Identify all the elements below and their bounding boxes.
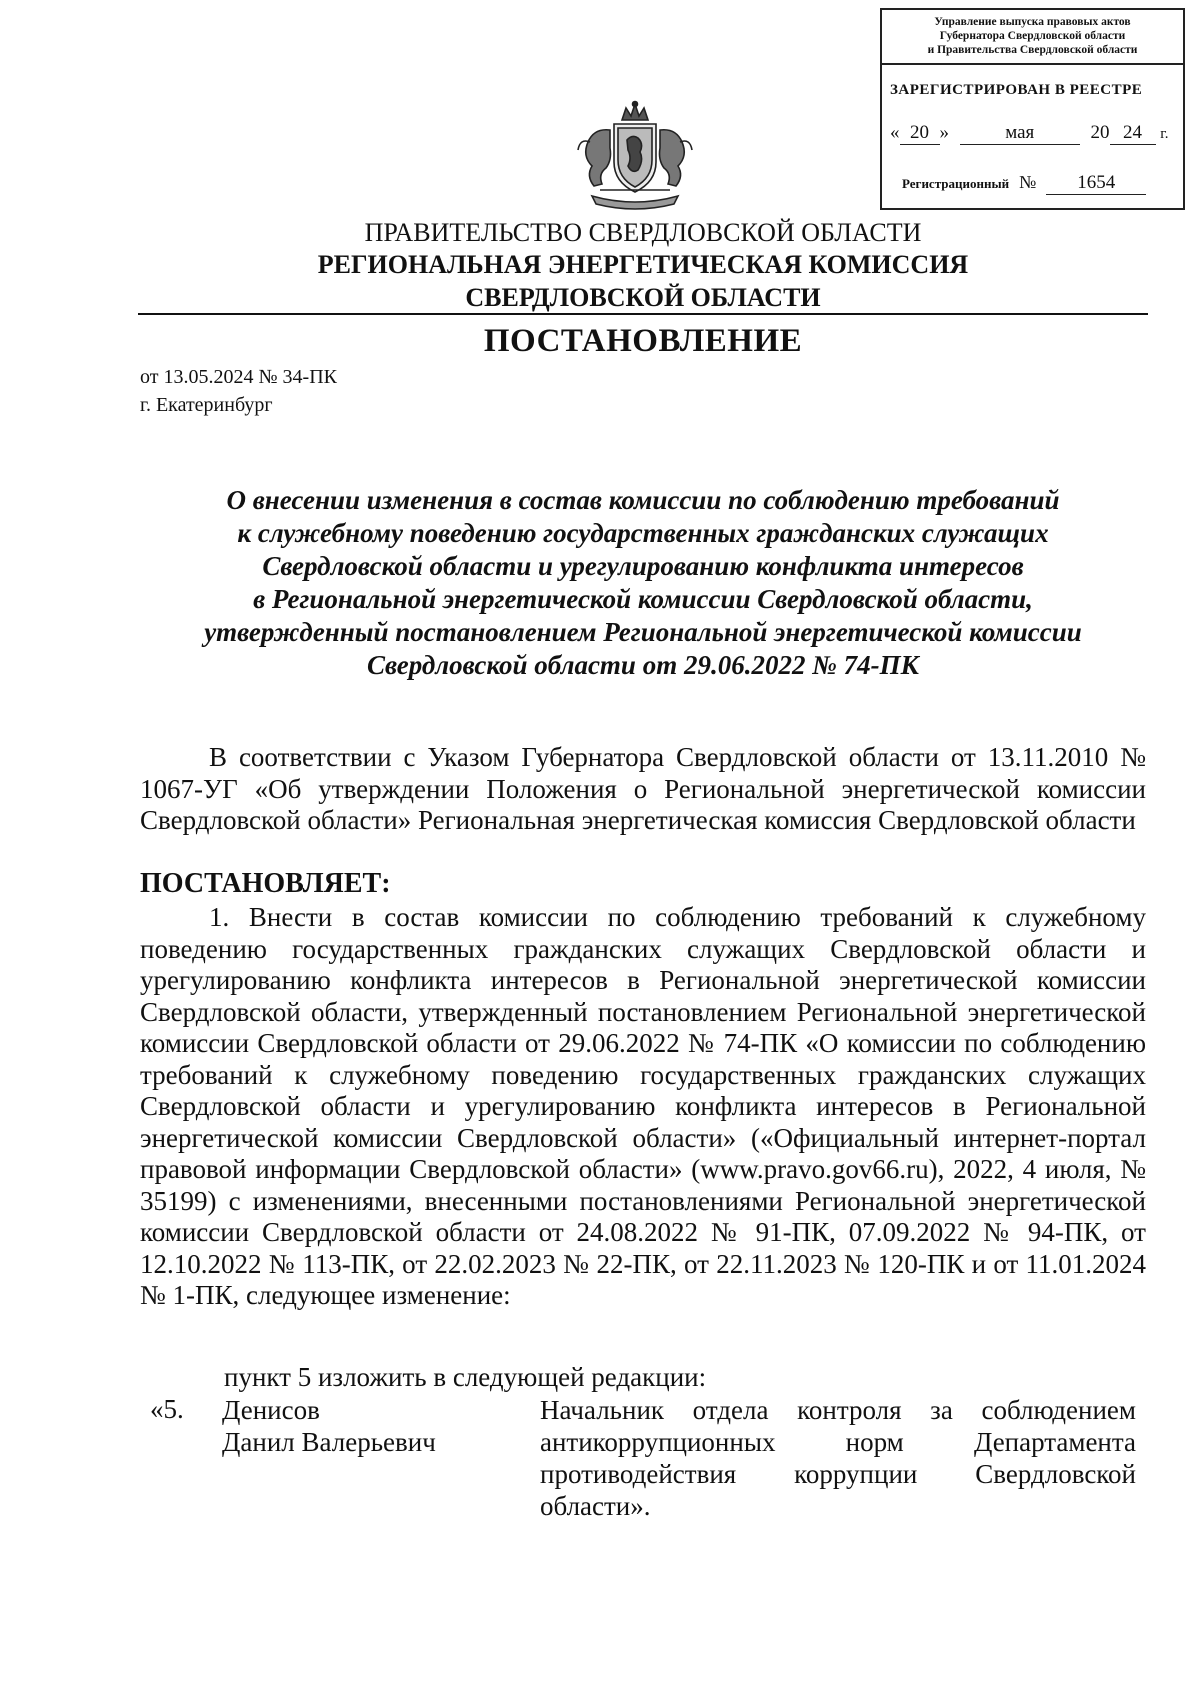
stamp-regno-sign: №: [1019, 172, 1037, 192]
government-title: ПРАВИТЕЛЬСТВО СВЕРДЛОВСКОЙ ОБЛАСТИ: [364, 218, 922, 247]
stamp-quote-close: »: [939, 122, 949, 143]
stamp-quote-open: «: [890, 122, 900, 143]
registration-stamp: [880, 8, 1185, 210]
header-divider: [138, 313, 1148, 315]
instruction-line: пункт 5 изложить в следующей редакции:: [224, 1362, 707, 1392]
stamp-year-prefix: 20: [1090, 122, 1110, 143]
stamp-office-line: Губернатора Свердловской области: [939, 30, 1126, 42]
stamp-year-mark: г.: [1160, 126, 1169, 142]
commission-title-line2: СВЕРДЛОВСКОЙ ОБЛАСТИ: [465, 283, 821, 312]
stamp-registered-label: ЗАРЕГИСТРИРОВАН В РЕЕСТРЕ: [890, 82, 1143, 98]
document-date-number: от 13.05.2024 № 34-ПК: [140, 366, 338, 388]
title-line: утвержденный постановлением Региональной энергетической комиссии: [204, 617, 1082, 647]
document-city: г. Екатеринбург: [140, 394, 273, 416]
document-type: ПОСТАНОВЛЕНИЕ: [483, 323, 803, 359]
stamp-date: [890, 122, 1168, 145]
preamble-paragraph: В соответствии с Указом Губернатора Свердловской области от 13.11.2010 № 1067-УГ «Об утверждении Положения о Региональной энергетической комиссии Свердловской области» Региональная энергетическая комиссия Свердловской области: [140, 742, 1146, 835]
title-line: Свердловской области от 29.06.2022 № 74-ПК: [367, 650, 919, 680]
document-title: [138, 484, 1148, 682]
stamp-day: 20: [900, 122, 940, 145]
stamp-regno-label: Регистрационный: [902, 176, 1010, 191]
title-line: к служебному поведению государственных гражданских служащих: [237, 518, 1049, 548]
stamp-office-line: и Правительства Свердловской области: [927, 44, 1138, 56]
member-given-names: Данил Валерьевич: [222, 1427, 436, 1457]
title-line: О внесении изменения в состав комиссии по соблюдению требований: [226, 485, 1060, 515]
title-line: Свердловской области и урегулированию конфликта интересов: [262, 551, 1024, 581]
member-item-number: «5.: [150, 1394, 184, 1424]
stamp-month: мая: [960, 122, 1080, 145]
item-1-paragraph: 1. Внести в состав комиссии по соблюдению требований к служебному поведению государственных гражданских служащих Свердловской области и урегулированию конфликта интересов в Региональной энергетической комиссии Свердловской области, утвержденный постановлением Региональной энергетической комиссии Свердловской области от 29.06.2022 № 74-ПК «О комиссии по соблюдению требований к служебному поведению государственных гражданских служащих Свердловской области и урегулированию конфликта интересов в Региональной энергетической комиссии Свердловской области» («Официальный интернет-портал правовой информации Свердловской области» (www.pravo.gov66.ru), 2022, 4 июля, № 35199) с изменениями, внесенными постановлениями Региональной энергетической комиссии Свердловской области от 24.08.2022 № 91-ПК, 07.09.2022 № 94-ПК, от 12.10.2022 № 113-ПК, от 22.02.2023 № 22-ПК, от 22.11.2023 № 120-ПК и от 11.01.2024 № 1-ПК, следующее изменение:: [140, 902, 1146, 1310]
member-name: [222, 1394, 436, 1458]
coat-of-arms-icon: [570, 100, 700, 212]
member-surname: Денисов: [222, 1395, 320, 1425]
title-line: в Региональной энергетической комиссии Свердловской области,: [253, 584, 1033, 614]
stamp-office-line: Управление выпуска правовых актов: [934, 16, 1131, 28]
stamp-regno-value: 1654: [1046, 172, 1146, 195]
stamp-year-suffix: 24: [1110, 122, 1156, 145]
resolves-heading: ПОСТАНОВЛЯЕТ:: [140, 868, 391, 899]
stamp-regno: [902, 172, 1146, 195]
stamp-office: [882, 10, 1183, 65]
member-position: Начальник отдела контроля за соблюдением антикоррупционных норм Департамента противодействия коррупции Свердловской области».: [540, 1395, 1136, 1521]
commission-title-line1: РЕГИОНАЛЬНАЯ ЭНЕРГЕТИЧЕСКАЯ КОМИССИЯ: [317, 250, 969, 279]
